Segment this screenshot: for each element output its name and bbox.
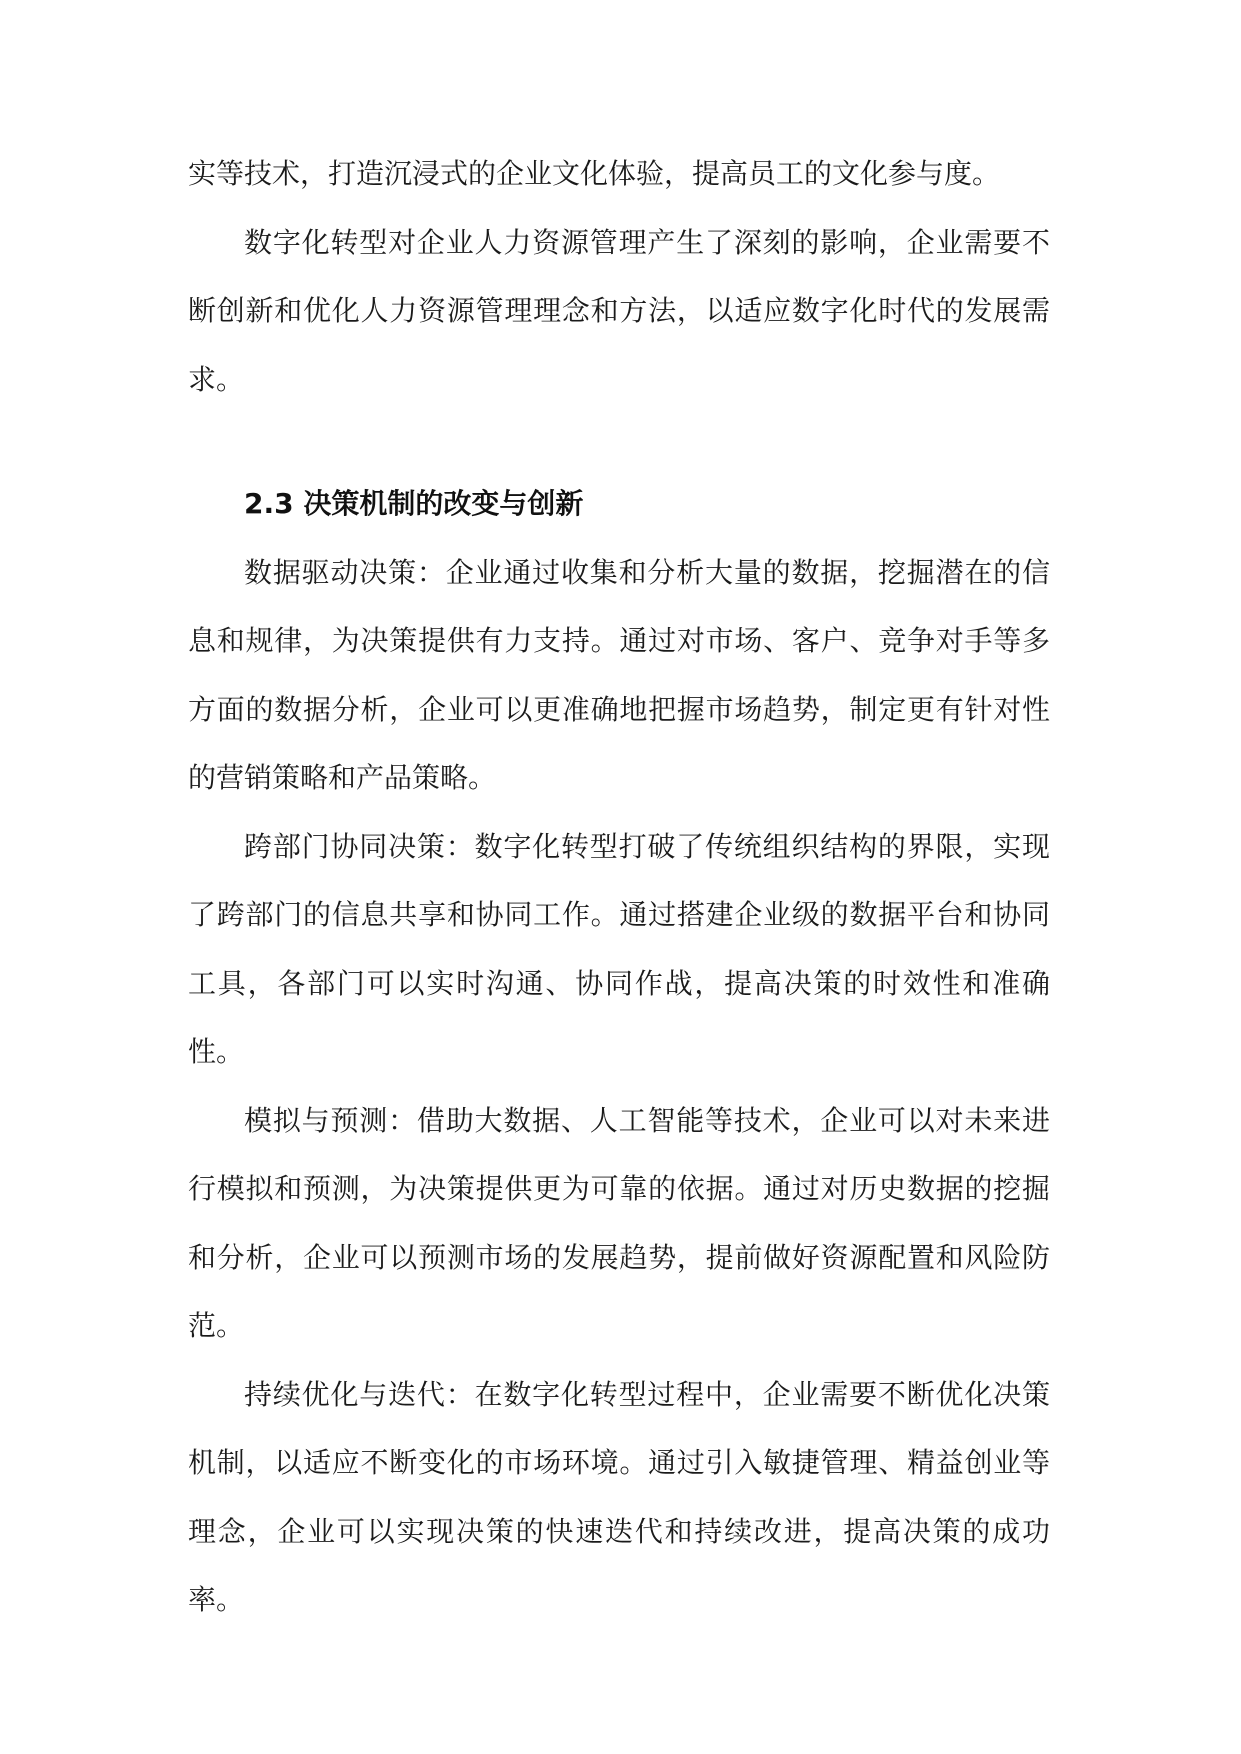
paragraph-data-driven-decision: 数据驱动决策：企业通过收集和分析大量的数据，挖掘潜在的信息和规律，为决策提供有力支持。通过对市场、客户、竞争对手等多方面的数据分析，企业可以更准确地把握市场趋势，制定更有针对性的营销策略和产品策略。 [188,555,1050,794]
summary-paragraph: 数字化转型对企业人力资源管理产生了深刻的影响，企业需要不断创新和优化人力资源管理理念和方法，以适应数字化时代的发展需求。 [188,225,1050,396]
continuation-paragraph: 实等技术，打造沉浸式的企业文化体验，提高员工的文化参与度。 [188,157,1001,190]
document-body [188,140,1050,1635]
paragraph-continuous-optimization: 持续优化与迭代：在数字化转型过程中，企业需要不断优化决策机制，以适应不断变化的市场环境。通过引入敏捷管理、精益创业等理念，企业可以实现决策的快速迭代和持续改进，提高决策的成功率。 [188,1377,1050,1616]
paragraph-simulation-prediction: 模拟与预测：借助大数据、人工智能等技术，企业可以对未来进行模拟和预测，为决策提供更为可靠的依据。通过对历史数据的挖掘和分析，企业可以预测市场的发展趋势，提前做好资源配置和风险防范。 [188,1103,1050,1342]
section-heading: 2.3 决策机制的改变与创新 [244,487,584,520]
paragraph-cross-department-decision: 跨部门协同决策：数字化转型打破了传统组织结构的界限，实现了跨部门的信息共享和协同工作。通过搭建企业级的数据平台和协同工具，各部门可以实时沟通、协同作战，提高决策的时效性和准确性。 [188,829,1050,1068]
